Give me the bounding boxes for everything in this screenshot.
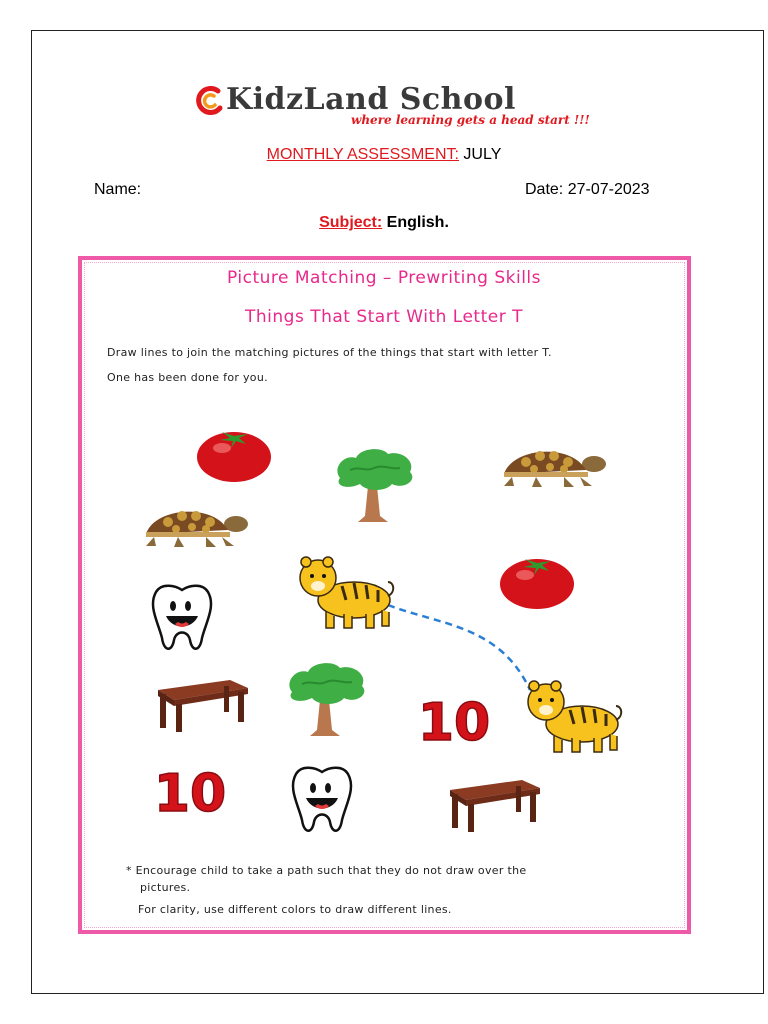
school-name: KidzLand School	[226, 82, 516, 117]
subject-value: English.	[386, 214, 449, 231]
school-tagline: where learning gets a head start !!!	[351, 113, 590, 127]
tiger-icon	[296, 552, 396, 634]
name-label: Name:	[94, 181, 142, 198]
date-text: Date: 27-07-2023	[525, 181, 650, 198]
school-logo	[196, 82, 590, 132]
assessment-line	[0, 146, 768, 164]
turtle-icon	[498, 440, 610, 492]
logo-swirl-icon	[196, 86, 224, 116]
worksheet-title: Picture Matching – Prewriting Skills	[227, 268, 541, 288]
ten-label: 10	[417, 697, 491, 747]
table-icon	[152, 674, 250, 734]
note-line-1: * Encourage child to take a path such that they do not draw over the	[126, 864, 527, 877]
ten-number-icon	[148, 768, 234, 818]
tree-icon	[330, 446, 420, 526]
tooth-icon	[288, 764, 356, 836]
subject-label: Subject:	[319, 214, 383, 231]
note-line-2: pictures.	[140, 881, 191, 894]
note-line-3: For clarity, use different colors to draw different lines.	[138, 903, 452, 916]
ten-number-icon	[412, 697, 498, 747]
tooth-icon	[148, 582, 216, 654]
assessment-value: JULY	[463, 146, 502, 163]
tomato-icon	[498, 553, 578, 611]
tree-icon	[282, 660, 372, 740]
tomato-icon	[195, 426, 275, 484]
assessment-label: MONTHLY ASSESSMENT:	[266, 146, 459, 163]
ten-label: 10	[153, 768, 227, 818]
instruction-1: Draw lines to join the matching pictures of the things that start with letter T.	[107, 346, 552, 359]
turtle-icon	[140, 500, 252, 552]
example-dashed-line	[380, 595, 540, 705]
table-icon	[444, 774, 542, 834]
instruction-2: One has been done for you.	[107, 371, 268, 384]
worksheet-subtitle: Things That Start With Letter T	[245, 307, 523, 327]
tiger-icon	[524, 676, 624, 758]
subject-line	[0, 214, 768, 232]
